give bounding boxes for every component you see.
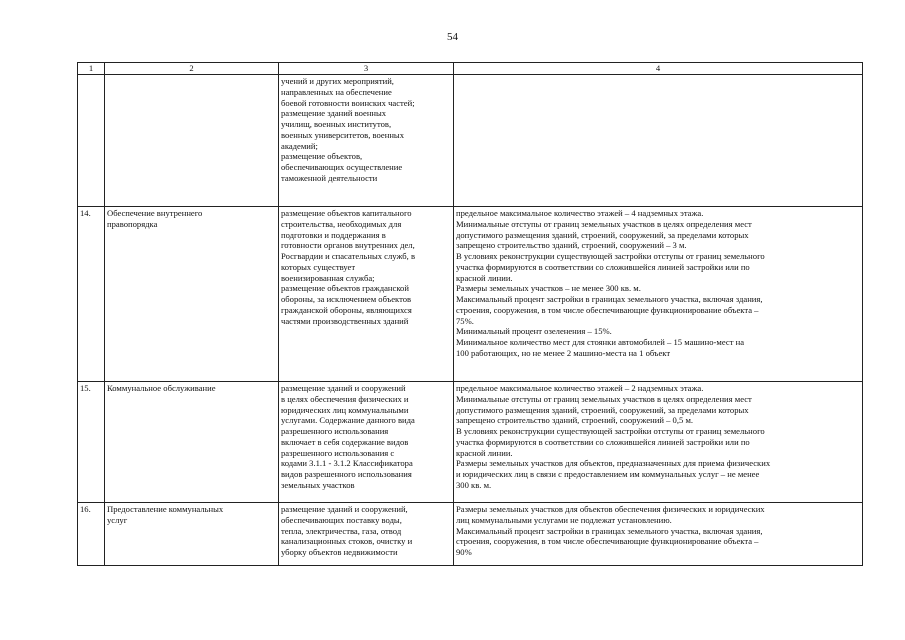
table-row [78,382,863,503]
row-use-description: учений и других мероприятий, направленных на обеспечение боевой готовности воинских частей; размещение зданий военных училищ, военных институтов, военных университетов, военных академий; размещение объектов, обеспечивающих осуществление таможенной деятельности [279,75,454,207]
row-use-name: Обеспечение внутреннего правопорядка [105,207,279,382]
row-number [78,75,105,207]
row-use-description: размещение зданий и сооружений в целях обеспечения физических и юридических лиц коммунальными услугами. Содержание данного вида разрешенного использования включает в себя содержание видов разрешенного использования с кодами 3.1.1 - 3.1.2 Классификатора видов разрешенного использования земельных участков [279,382,454,503]
row-number: 15. [78,382,105,503]
page-number: 54 [447,31,458,43]
land-use-table [77,62,863,566]
table-header-row [78,63,863,75]
header-cell-number: 1 [78,63,105,75]
row-use-parameters: Размеры земельных участков для объектов обеспечения физических и юридических лиц коммунальными услугами не подлежат установлению. Максимальный процент застройки в границах земельного участка, включая здания, строения, сооружения, в том числе обеспечивающие функционирование объекта – 90% [454,503,863,566]
table-row [78,75,863,207]
table-row [78,503,863,566]
row-number: 14. [78,207,105,382]
row-use-name: Предоставление коммунальных услуг [105,503,279,566]
row-use-parameters: предельное максимальное количество этажей – 4 надземных этажа. Минимальные отступы от границ земельных участков в целях определения мест допустимого размещения зданий, строений, сооружений, за пределами которых запрещено строительство зданий, строений, сооружений – 3 м. В условиях реконструкции существующей застройки отступы от границ земельного участка формируются в соответствии со сложившейся линией застройки или по красной линии. Размеры земельных участков – не менее 300 кв. м. Максимальный процент застройки в границах земельного участка, включая здания, строения, сооружения, в том числе обеспечивающие функционирование объекта – 75%. Минимальный процент озеленения – 15%. Минимальное количество мест для стоянки автомобилей – 15 машино-мест на 100 работающих, но не менее 2 машино-места на 1 объект [454,207,863,382]
table-row [78,207,863,382]
header-cell-name: 2 [105,63,279,75]
header-cell-parameters: 4 [454,63,863,75]
header-cell-description: 3 [279,63,454,75]
row-use-description: размещение объектов капитального строительства, необходимых для подготовки и поддержания в готовности органов внутренних дел, Росгвардии и спасательных служб, в которых существует военизированная служба; размещение объектов гражданской обороны, за исключением объектов гражданской обороны, являющихся частями производственных зданий [279,207,454,382]
row-use-name: Коммунальное обслуживание [105,382,279,503]
row-use-description: размещение зданий и сооружений, обеспечивающих поставку воды, тепла, электричества, газа, отвод канализационных стоков, очистку и уборку объектов недвижимости [279,503,454,566]
row-use-parameters: предельное максимальное количество этажей – 2 надземных этажа. Минимальные отступы от границ земельных участков в целях определения мест допустимого размещения зданий, строений, сооружений, за пределами которых запрещено строительство зданий, строений, сооружений – 0,5 м. В условиях реконструкции существующей застройки отступы от границ земельного участка формируются в соответствии со сложившейся линией застройки или по красной линии. Размеры земельных участков для объектов, предназначенных для приема физических и юридических лиц в связи с предоставлением им коммунальных услуг – не менее 300 кв. м. [454,382,863,503]
row-number: 16. [78,503,105,566]
row-use-name [105,75,279,207]
row-use-parameters [454,75,863,207]
